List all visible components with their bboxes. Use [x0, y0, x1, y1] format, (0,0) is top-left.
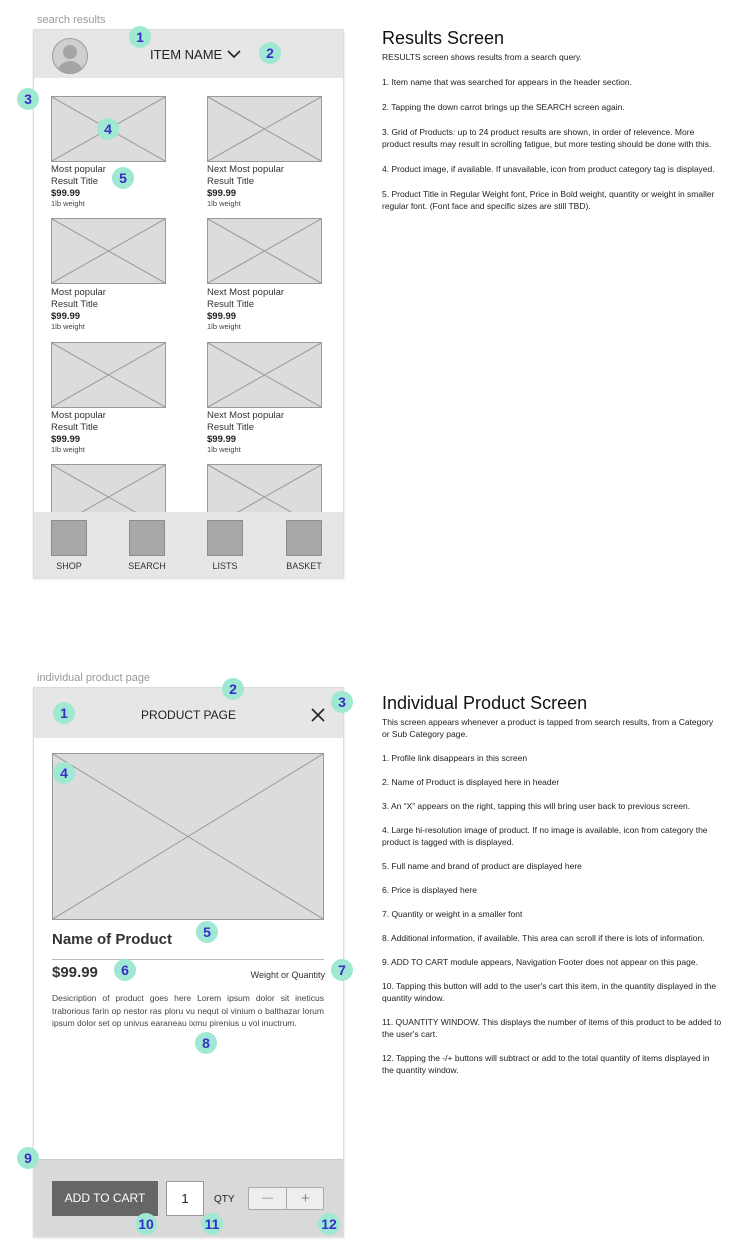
product-name: Name of Product — [52, 931, 173, 948]
product-annotation-note: 3. An “X” appears on the right, tapping this will bring user back to previous screen. — [382, 801, 691, 811]
product-title-line1: Most popular — [51, 410, 106, 421]
product-title-line2: Result Title — [51, 176, 98, 187]
nav-label-shop: SHOP — [56, 561, 82, 571]
product-image-placeholder[interactable] — [207, 342, 322, 408]
product-price: $99.99 — [207, 434, 237, 445]
nav-label-basket: BASKET — [286, 561, 322, 571]
increment-button[interactable]: + — [301, 1190, 310, 1207]
product-annotation-intro: This screen appears whenever a product is tapped from search results, from a Category or Sub Category page. — [382, 717, 714, 739]
product-annotation-note: 12. Tapping the -/+ buttons will subtract or add to the total quantity of items displayed in the quantity window. — [382, 1053, 710, 1075]
annotation-marker: 5 — [112, 167, 134, 189]
product-price: $99.99 — [51, 188, 81, 199]
results-header — [34, 30, 343, 78]
product-card-info[interactable] — [207, 410, 284, 454]
product-hero-image — [52, 753, 324, 920]
avatar-body-icon — [57, 61, 83, 74]
product-phone-frame — [33, 687, 344, 1237]
product-annotation-note: 5. Full name and brand of product are displayed here — [382, 861, 582, 871]
add-to-cart-button[interactable]: ADD TO CART — [52, 1181, 158, 1216]
product-image-placeholder[interactable] — [51, 218, 166, 284]
annotation-marker: 10 — [135, 1213, 157, 1235]
quantity-window[interactable]: 1 — [166, 1181, 204, 1216]
product-header — [34, 688, 343, 738]
product-title-line1: Next Most popular — [207, 287, 285, 298]
product-annotation-note: 1. Profile link disappears in this screen — [382, 753, 528, 763]
navigation-footer — [34, 512, 343, 577]
results-annotation-intro: RESULTS screen shows results from a search query. — [382, 52, 582, 62]
shop-icon — [51, 520, 87, 556]
results-phone-frame — [33, 29, 344, 578]
product-card-info[interactable] — [51, 164, 106, 208]
product-weight: 1lb weight — [207, 445, 241, 454]
annotation-marker: 12 — [318, 1213, 340, 1235]
annotation-marker: 3 — [17, 88, 39, 110]
product-weight: 1lb weight — [51, 445, 85, 454]
annotation-marker: 3 — [331, 691, 353, 713]
product-weight: 1lb weight — [207, 199, 241, 208]
product-price: $99.99 — [207, 311, 237, 322]
annotation-marker: 9 — [17, 1147, 39, 1169]
results-annotations — [382, 28, 722, 212]
product-annotation-title: Individual Product Screen — [382, 693, 588, 713]
qty-label: QTY — [214, 1194, 235, 1205]
annotation-marker: 11 — [201, 1213, 223, 1235]
product-price: $99.99 — [52, 964, 98, 981]
product-annotation-note: 7. Quantity or weight in a smaller font — [382, 909, 523, 919]
product-price: $99.99 — [207, 188, 237, 199]
product-annotations — [382, 693, 722, 1076]
product-weight: 1lb weight — [207, 322, 241, 331]
annotation-marker: 6 — [114, 959, 136, 981]
product-title-line1: Most popular — [51, 164, 106, 175]
product-annotation-note: 6. Price is displayed here — [382, 885, 477, 895]
product-caption: individual product page — [37, 672, 151, 684]
product-image-placeholder[interactable] — [207, 218, 322, 284]
avatar-head-icon — [63, 45, 77, 59]
divider — [52, 959, 324, 960]
chevron-down-icon[interactable] — [226, 48, 242, 60]
results-annotation-note: 1. Item name that was searched for appears in the header section. — [382, 77, 632, 87]
product-price: $99.99 — [51, 311, 81, 322]
annotation-marker: 1 — [129, 26, 151, 48]
product-title-line1: Next Most popular — [207, 410, 285, 421]
product-title-line2: Result Title — [207, 176, 254, 187]
product-card-info[interactable] — [207, 287, 284, 331]
annotation-marker: 4 — [53, 762, 75, 784]
product-title-line1: Most popular — [51, 287, 106, 298]
product-card-info[interactable] — [51, 410, 106, 454]
search-icon — [129, 520, 165, 556]
results-annotation-note: 2. Tapping the down carrot brings up the SEARCH screen again. — [382, 102, 625, 112]
results-annotation-title: Results Screen — [382, 28, 505, 48]
annotation-marker: 7 — [331, 959, 353, 981]
add-to-cart-module — [34, 1159, 343, 1237]
product-image-placeholder[interactable] — [207, 96, 322, 162]
product-price: $99.99 — [51, 434, 81, 445]
basket-icon — [286, 520, 322, 556]
close-icon[interactable] — [310, 707, 326, 723]
product-title-line2: Result Title — [207, 422, 254, 433]
product-annotation-note: 11. QUANTITY WINDOW. This displays the number of items of this product to be added to the user's cart. — [382, 1017, 722, 1039]
product-title-line2: Result Title — [51, 422, 98, 433]
results-annotation-note: 5. Product Title in Regular Weight font, Price in Bold weight, quantity or weight in smaller regular font. (Font face and specific sizes are still TBD). — [382, 189, 715, 211]
header-item-name: ITEM NAME — [150, 47, 223, 62]
quantity-stepper — [248, 1187, 324, 1210]
results-annotation-note: 3. Grid of Products: up to 24 product results are shown, in order of relevence. More product results may result in scrolling fatigue, but more testing should be done with this. — [382, 127, 712, 149]
results-annotation-note: 4. Product image, if available. If unavailable, icon from product category tag is displayed. — [382, 164, 715, 174]
product-annotation-note: 9. ADD TO CART module appears, Navigation Footer does not appear on this page. — [382, 957, 698, 967]
annotation-marker: 2 — [222, 678, 244, 700]
annotation-marker: 1 — [53, 702, 75, 724]
product-weight: 1lb weight — [51, 199, 85, 208]
product-title-line2: Result Title — [51, 299, 98, 310]
annotation-marker: 2 — [259, 42, 281, 64]
results-caption: search results — [37, 14, 106, 26]
product-card-info[interactable] — [51, 287, 106, 331]
decrement-button[interactable]: — — [262, 1192, 273, 1204]
avatar[interactable] — [52, 38, 88, 74]
product-image-placeholder[interactable] — [51, 342, 166, 408]
product-annotation-note: 10. Tapping this button will add to the user's cart this item, in the quantity displayed in the quantity window. — [382, 981, 717, 1003]
product-title-line2: Result Title — [207, 299, 254, 310]
nav-label-lists: LISTS — [212, 561, 238, 571]
product-annotation-note: 2. Name of Product is displayed here in header — [382, 777, 560, 787]
product-description: Desicription of product goes here Lorem ipsum dolor sit ineticus traborious farin op nestor ras ploru vu nequt ol vinium o balthazar lorum ipsum dolor set op univus earaneau ixmu pirenius u vol inuctrum. — [52, 993, 324, 1028]
product-weight: Weight or Quantity — [250, 970, 325, 980]
annotation-marker: 5 — [196, 921, 218, 943]
annotation-marker: 8 — [195, 1032, 217, 1054]
product-card-info[interactable] — [207, 164, 284, 208]
header-product-title: PRODUCT PAGE — [141, 708, 236, 722]
product-title-line1: Next Most popular — [207, 164, 285, 175]
product-annotation-note: 8. Additional information, if available. This area can scroll if there is lots of information. — [382, 933, 705, 943]
product-weight: 1lb weight — [51, 322, 85, 331]
product-annotation-note: 4. Large hi-resolution image of product. If no image is available, icon from category the product is tagged with is displayed. — [382, 825, 708, 847]
nav-label-search: SEARCH — [128, 561, 166, 571]
annotation-marker: 4 — [97, 118, 119, 140]
lists-icon — [207, 520, 243, 556]
